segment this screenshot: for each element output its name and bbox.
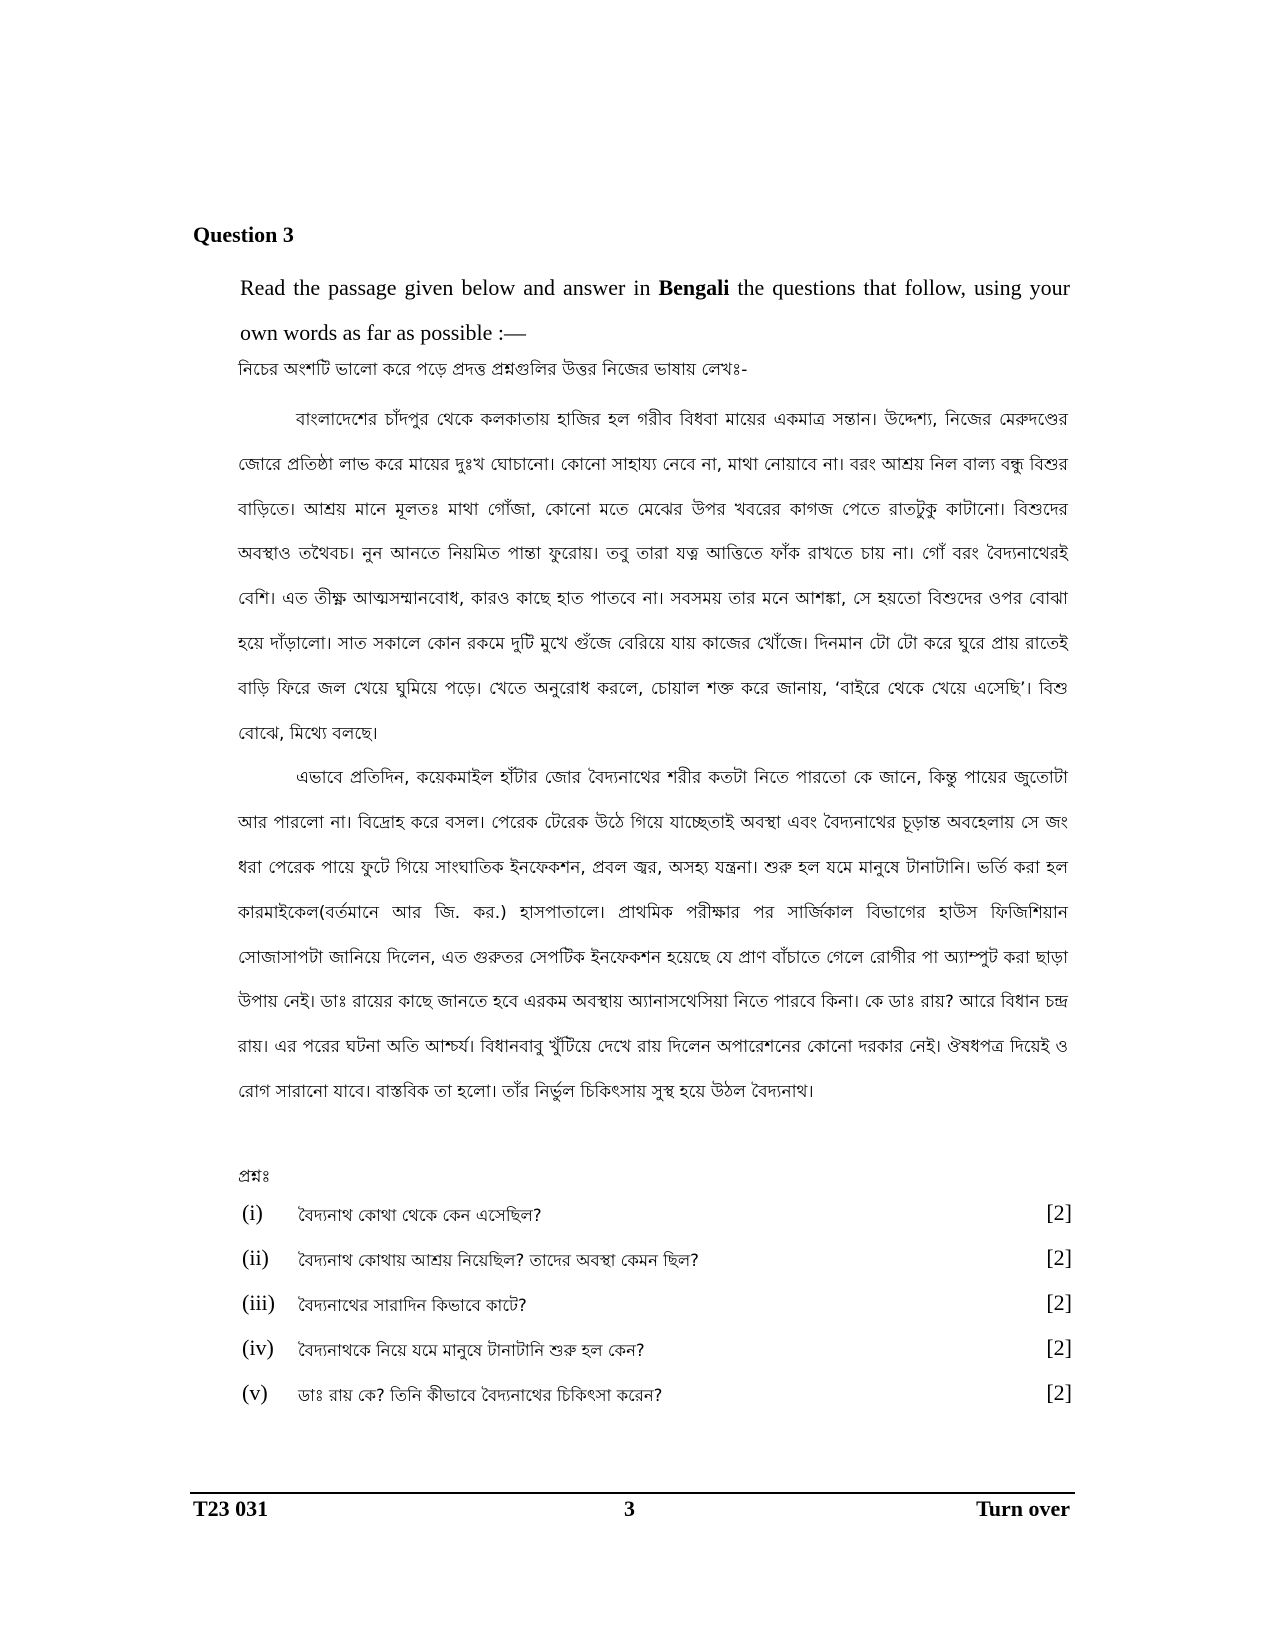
question-item <box>242 1245 1072 1290</box>
question-number: (iii) <box>242 1290 275 1315</box>
instruction-language: Bengali <box>658 275 730 300</box>
question-item <box>242 1380 1072 1425</box>
instruction-bengali: নিচের অংশটি ভালো করে পড়ে প্রদত্ত প্রশ্নগুলির উত্তর নিজের ভাষায় লেখঃ- <box>238 360 748 380</box>
question-number: (i) <box>242 1200 263 1225</box>
passage <box>238 398 1068 1115</box>
question-marks: [2] <box>1046 1290 1072 1315</box>
question-text: ডাঃ রায় কে? তিনি কীভাবে বৈদ্যনাথের চিকিৎসা করেন? <box>298 1386 663 1405</box>
turn-over-label: Turn over <box>976 1496 1070 1521</box>
question-text: বৈদ্যনাথ কোথা থেকে কেন এসেছিল? <box>298 1206 542 1225</box>
question-marks: [2] <box>1046 1380 1072 1405</box>
question-text: বৈদ্যনাথকে নিয়ে যমে মানুষে টানাটানি শুরু হল কেন? <box>298 1341 645 1360</box>
page-number: 3 <box>624 1496 635 1521</box>
instruction-text-part2: the questions that follow, using your own words as far as possible :— <box>240 275 1070 345</box>
question-text: বৈদ্যনাথ কোথায় আশ্রয় নিয়েছিল? তাদের অবস্থা কেমন ছিল? <box>298 1251 699 1270</box>
question-marks: [2] <box>1046 1335 1072 1360</box>
paper-code: T23 031 <box>193 1496 269 1521</box>
question-item <box>242 1200 1072 1245</box>
question-item <box>242 1290 1072 1335</box>
question-number: (iv) <box>242 1335 274 1360</box>
instruction-english <box>240 265 1070 355</box>
question-text: বৈদ্যনাথের সারাদিন কিভাবে কাটে? <box>298 1296 527 1315</box>
passage-paragraph-1: বাংলাদেশের চাঁদপুর থেকে কলকাতায় হাজির হল গরীব বিধবা মায়ের একমাত্র সন্তান। উদ্দেশ্য, নিজের মেরুদণ্ডের জোরে প্রতিষ্ঠা লাভ করে মায়ের দুঃখ ঘোচানো। কোনো সাহায্য নেবে না, মাথা নোয়াবে না। বরং আশ্রয় নিল বাল্য বন্ধু বিশুর বাড়িতে। আশ্রয় মানে মূলতঃ মাথা গোঁজা, কোনো মতে মেঝের উপর খবরের কাগজ পেতে রাতটুকু কাটানো। বিশুদের অবস্থাও তথৈবচ। নুন আনতে নিয়মিত পান্তা ফুরোয়। তবু তারা যত্ন আত্তিতে ফাঁক রাখতে চায় না। গোঁ বরং বৈদ্যনাথেরই বেশি। এত তীক্ষ্ণ আত্মসম্মানবোধ, কারও কাছে হাত পাতবে না। সবসময় তার মনে আশঙ্কা, সে হয়তো বিশুদের ওপর বোঝা হয়ে দাঁড়ালো। সাত সকালে কোন রকমে দুটি মুখে গুঁজে বেরিয়ে যায় কাজের খোঁজে। দিনমান টো টো করে ঘুরে প্রায় রাতেই বাড়ি ফিরে জল খেয়ে ঘুমিয়ে পড়ে। খেতে অনুরোধ করলে, চোয়াল শক্ত করে জানায়, ‘বাইরে থেকে খেয়ে এসেছি’। বিশু বোঝে, মিথ্যে বলছে। <box>238 410 1068 744</box>
instruction-text-part1: Read the passage given below and answer in <box>240 275 659 300</box>
question-marks: [2] <box>1046 1200 1072 1225</box>
question-marks: [2] <box>1046 1245 1072 1270</box>
question-number: (v) <box>242 1380 268 1405</box>
question-number: (ii) <box>242 1245 269 1270</box>
question-item <box>242 1335 1072 1380</box>
footer-divider <box>190 1492 1075 1494</box>
questions-label: প্রশ্নঃ <box>238 1167 271 1187</box>
passage-paragraph-2: এভাবে প্রতিদিন, কয়েকমাইল হাঁটার জোর বৈদ্যনাথের শরীর কতটা নিতে পারতো কে জানে, কিন্তু পায়ের জুতোটা আর পারলো না। বিদ্রোহ করে বসল। পেরেক টেরেক উঠে গিয়ে যাচ্ছেতাই অবস্থা এবং বৈদ্যনাথের চূড়ান্ত অবহেলায় সে জং ধরা পেরেক পায়ে ফুটে গিয়ে সাংঘাতিক ইনফেকশন, প্রবল জ্বর, অসহ্য যন্ত্রনা। শুরু হল যমে মানুষে টানাটানি। ভর্তি করা হল কারমাইকেল(বর্তমানে আর জি. কর.) হাসপাতালে। প্রাথমিক পরীক্ষার পর সার্জিকাল বিভাগের হাউস ফিজিশিয়ান সোজাসাপটা জানিয়ে দিলেন, এত গুরুতর সেপটিক ইনফেকশন হয়েছে যে প্রাণ বাঁচাতে গেলে রোগীর পা অ্যাম্পুট করা ছাড়া উপায় নেই। ডাঃ রায়ের কাছে জানতে হবে এরকম অবস্থায় অ্যানাসথেসিয়া নিতে পারবে কিনা। কে ডাঃ রায়? আরে বিধান চন্দ্র রায়। এর পরের ঘটনা অতি আশ্চর্য। বিধানবাবু খুঁটিয়ে দেখে রায় দিলেন অপারেশনের কোনো দরকার নেই। ঔষধপত্র দিয়েই ও রোগ সারানো যাবে। বাস্তবিক তা হলো। তাঁর নির্ভুল চিকিৎসায় সুস্থ হয়ে উঠল বৈদ্যনাথ। <box>238 768 1068 1102</box>
questions-list <box>242 1200 1072 1425</box>
question-heading: Question 3 <box>193 222 294 247</box>
